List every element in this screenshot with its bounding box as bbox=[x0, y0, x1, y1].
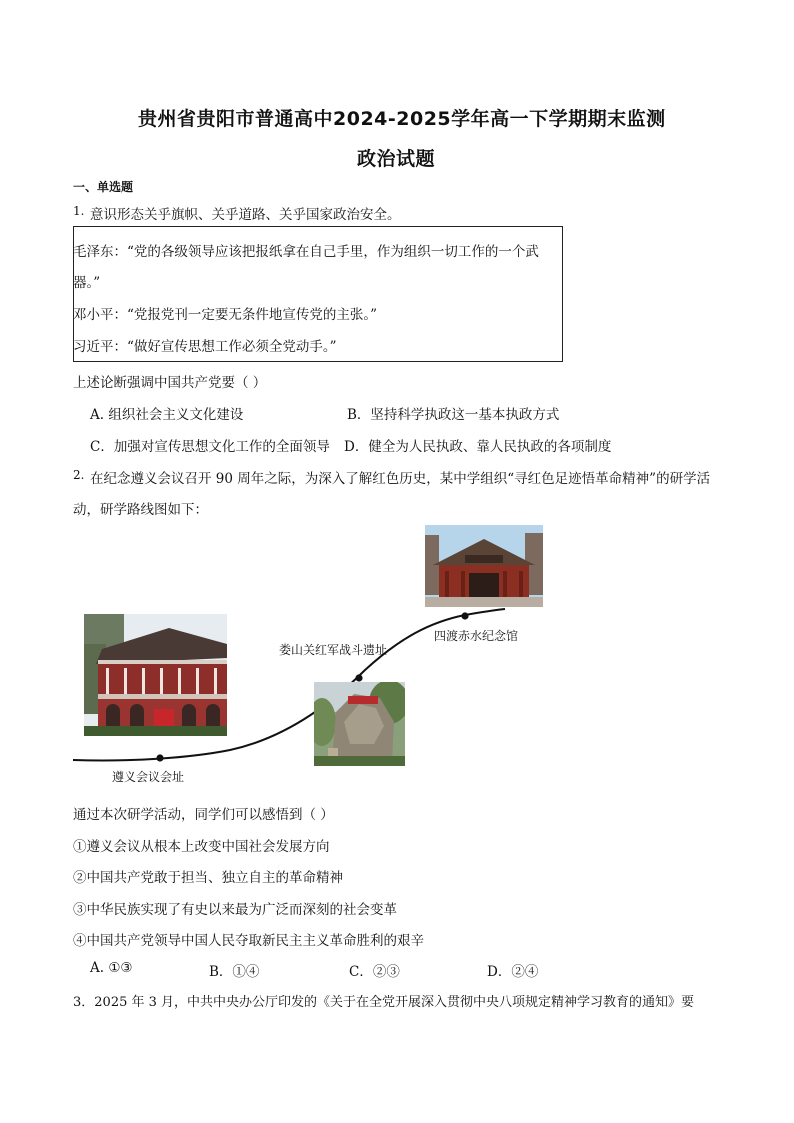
option-b[interactable]: B．坚持科学执政这一基本执政方式 bbox=[347, 407, 560, 423]
section-label: 一、单选题 bbox=[73, 180, 134, 194]
option-a[interactable]: A. 组织社会主义文化建设 bbox=[90, 407, 244, 423]
zunyi-meeting-site-photo bbox=[84, 614, 227, 736]
route-point-1 bbox=[156, 754, 163, 761]
statement-2: ②中国共产党敢于担当、独立自主的革命精神 bbox=[73, 870, 343, 886]
option-d[interactable]: D．健全为人民执政、靠人民执政的各项制度 bbox=[344, 439, 612, 455]
question-stem: 意识形态关乎旗帜、关乎道路、关乎国家政治安全。 bbox=[90, 207, 401, 223]
sidu-chishui-memorial-photo bbox=[425, 525, 543, 607]
question-3-stem: 3．2025 年 3 月，中共中央办公厅印发的《关于在全党开展深入贯彻中央八项规定精神学习教育的通知》要 bbox=[73, 995, 695, 1010]
document-title: 贵州省贵阳市普通高中2024-2025学年高一下学期期末监测 bbox=[138, 108, 666, 130]
option-b[interactable]: B．①④ bbox=[209, 964, 260, 980]
question-prompt: 通过本次研学活动，同学们可以感悟到（ ） bbox=[73, 807, 334, 823]
option-a[interactable]: A. ①③ bbox=[90, 960, 133, 976]
question-number: 1. bbox=[73, 204, 85, 218]
option-d[interactable]: D．②④ bbox=[487, 964, 539, 980]
question-number: 2. bbox=[73, 468, 85, 482]
quote-line: 习近平：“做好宣传思想工作必须全党动手。” bbox=[73, 339, 337, 355]
quote-line: 器。” bbox=[73, 275, 101, 291]
quote-line: 毛泽东：“党的各级领导应该把报纸拿在自己手里，作为组织一切工作的一个武 bbox=[73, 244, 539, 260]
route-point-3 bbox=[461, 612, 468, 619]
option-c[interactable]: C．②③ bbox=[349, 964, 400, 980]
quote-line: 邓小平：“党报党刊一定要无条件地宣传党的主张。” bbox=[73, 307, 378, 323]
statement-1: ①遵义会议从根本上改变中国社会发展方向 bbox=[73, 839, 330, 855]
statement-3: ③中华民族实现了有史以来最为广泛而深刻的社会变革 bbox=[73, 902, 397, 918]
question-stem: 在纪念遵义会议召开 90 周年之际，为深入了解红色历史，某中学组织“寻红色足迹悟革命精神”的研学活 bbox=[90, 471, 711, 487]
route-label-stop-1: 遵义会议会址 bbox=[112, 770, 185, 784]
document-subtitle: 政治试题 bbox=[357, 148, 436, 170]
route-label-stop-2: 娄山关红军战斗遗址 bbox=[279, 643, 388, 657]
question-prompt: 上述论断强调中国共产党要（ ） bbox=[73, 375, 267, 391]
statement-4: ④中国共产党领导中国人民夺取新民主主义革命胜利的艰辛 bbox=[73, 933, 424, 949]
route-label-stop-3: 四渡赤水纪念馆 bbox=[434, 629, 519, 643]
question-stem-continued: 动，研学路线图如下： bbox=[73, 502, 208, 518]
route-point-2 bbox=[355, 674, 362, 681]
option-c[interactable]: C．加强对宣传思想文化工作的全面领导 bbox=[90, 439, 330, 455]
loushanguan-site-photo bbox=[314, 682, 405, 766]
